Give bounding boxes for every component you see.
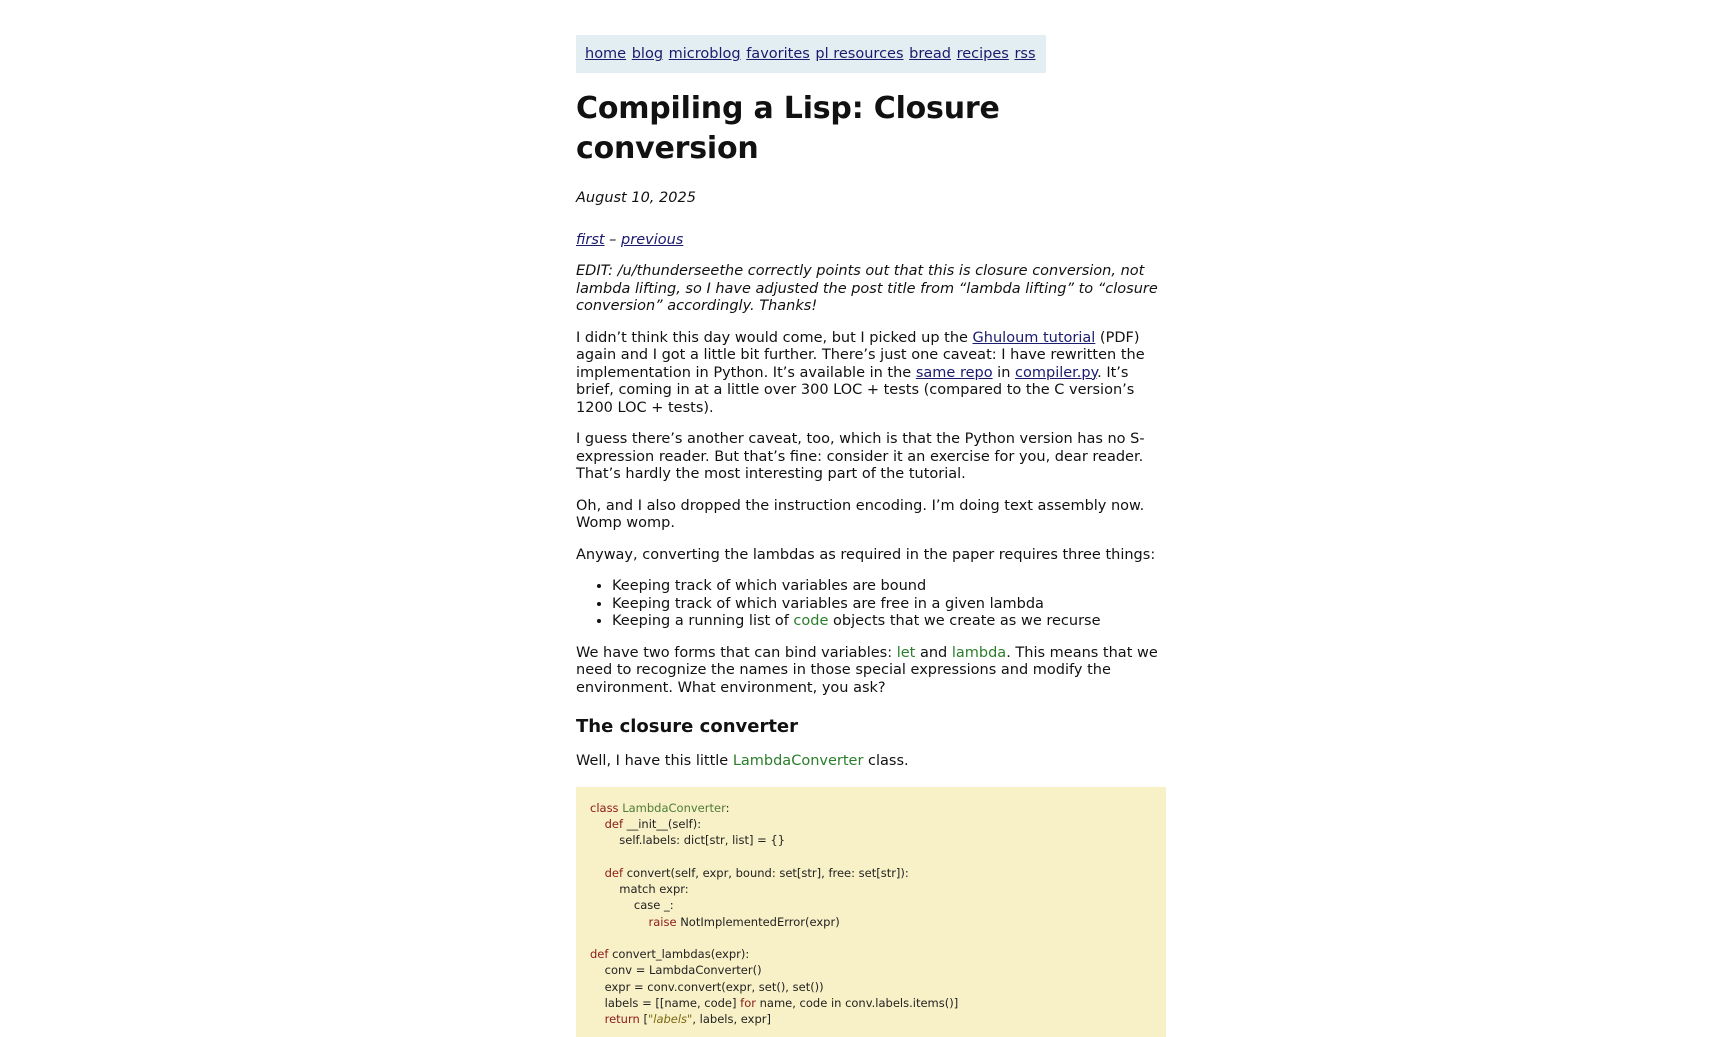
requirements-list xyxy=(576,578,1166,631)
section-heading: The closure converter xyxy=(576,716,799,737)
paragraph-converter-intro xyxy=(576,753,1166,771)
code-text: match expr: xyxy=(619,881,689,896)
paragraph-requirements: Anyway, converting the lambdas as required in the paper requires three things: xyxy=(576,546,1156,563)
text: objects that we create as we recurse xyxy=(828,613,1101,629)
list-item: • Keeping track of which variables are free in a given lambda xyxy=(612,596,1166,614)
code-text: , labels, expr] xyxy=(692,1012,771,1027)
code-keyword: def xyxy=(604,865,624,880)
text: in xyxy=(992,364,1016,381)
code-string: "labels" xyxy=(647,1012,693,1027)
series-first-link[interactable]: first xyxy=(576,232,605,248)
series-separator: – xyxy=(604,232,622,248)
paragraph-intro xyxy=(576,330,1166,418)
code-keyword: raise xyxy=(648,914,677,929)
inline-code: code xyxy=(793,613,829,629)
paragraph-caveat: I guess there’s another caveat, too, which is that the Python version has no S-expression reader. But that’s fine: consider it an exercise for you, dear reader. That’s hardly the most interesting part of the tutorial. xyxy=(576,431,1145,482)
nav-link-blog[interactable]: blog xyxy=(631,46,664,62)
code-text: name, code in conv.labels.items()] xyxy=(755,996,959,1011)
text: and xyxy=(915,644,952,661)
nav-link-microblog[interactable]: microblog xyxy=(668,46,741,62)
list-item xyxy=(612,613,1166,631)
nav-link-bread[interactable]: bread xyxy=(909,46,951,62)
text: . It’s brief, coming in at a little over 300 LOC + tests (compared to the C version’s 1200 LOC + tests). xyxy=(576,364,1135,416)
code-text: labels = [[name, code] xyxy=(604,996,741,1011)
code-text: : xyxy=(725,800,730,815)
code-block xyxy=(576,787,1166,1037)
code-text: [ xyxy=(639,1012,648,1027)
inline-code: LambdaConverter xyxy=(732,753,864,769)
code-text: self.labels: dict[str, list] = {} xyxy=(619,833,786,848)
code-text: __init__(self): xyxy=(626,816,702,831)
code-keyword: for xyxy=(740,996,756,1011)
code-keyword: def xyxy=(604,816,624,831)
page-content xyxy=(576,35,1166,1037)
text: Well, I have this little xyxy=(576,753,733,769)
text: I didn’t think this day would come, but I picked up the xyxy=(576,329,973,346)
code-class-name: LambdaConverter xyxy=(622,800,726,815)
nav-link-recipes[interactable]: recipes xyxy=(956,46,1009,62)
code-text: convert_lambdas(expr): xyxy=(612,947,750,962)
site-nav xyxy=(576,35,1046,73)
code-keyword: def xyxy=(590,947,609,962)
nav-link-rss[interactable]: rss xyxy=(1014,46,1036,62)
code-keyword: class xyxy=(590,800,619,815)
edit-note: EDIT: /u/thunderseethe correctly points out that this is closure conversion, not lambda lifting, so I have adjusted the post title from “lambda lifting” to “closure conversion” accordingly. Thanks! xyxy=(576,263,1158,314)
text: (PDF) again and I got a little bit further. There’s just one caveat: I have rewritten the implementation in Python. It’s available in the xyxy=(576,329,1145,381)
post-date: August 10, 2025 xyxy=(576,190,696,206)
nav-link-home[interactable]: home xyxy=(585,46,627,62)
nav-link-pl-resources[interactable]: pl resources xyxy=(815,46,904,62)
page-title: Compiling a Lisp: Closure conversion xyxy=(576,91,1000,166)
ghuloum-tutorial-link[interactable]: Ghuloum tutorial xyxy=(972,329,1096,346)
list-item: • Keeping track of which variables are bound xyxy=(612,578,1166,596)
code-text: NotImplementedError(expr) xyxy=(680,914,840,929)
code-text: case _: xyxy=(633,898,674,913)
paragraph-binding-forms xyxy=(576,645,1166,698)
same-repo-link[interactable]: same repo xyxy=(915,364,993,381)
text: We have two forms that can bind variables: xyxy=(576,644,897,661)
series-previous-link[interactable]: previous xyxy=(621,232,684,248)
text: . This means that we need to recognize the names in those special expressions and modify the environment. What environment, you ask? xyxy=(576,644,1158,696)
nav-link-favorites[interactable]: favorites xyxy=(746,46,810,62)
paragraph-encoding: Oh, and I also dropped the instruction encoding. I’m doing text assembly now. Womp womp. xyxy=(576,497,1145,531)
compiler-py-link[interactable]: compiler.py xyxy=(1015,364,1098,381)
text: Keeping a running list of xyxy=(612,613,794,629)
series-nav xyxy=(576,230,1166,250)
text: class. xyxy=(863,753,909,769)
code-text: expr = conv.convert(expr, set(), set()) xyxy=(604,979,824,994)
code-keyword: return xyxy=(604,1012,640,1027)
inline-code: let xyxy=(896,644,916,661)
code-text: convert(self, expr, bound: set[str], free: set[str]): xyxy=(626,865,909,880)
inline-code: lambda xyxy=(951,644,1007,661)
code-text: conv = LambdaConverter() xyxy=(604,963,762,978)
